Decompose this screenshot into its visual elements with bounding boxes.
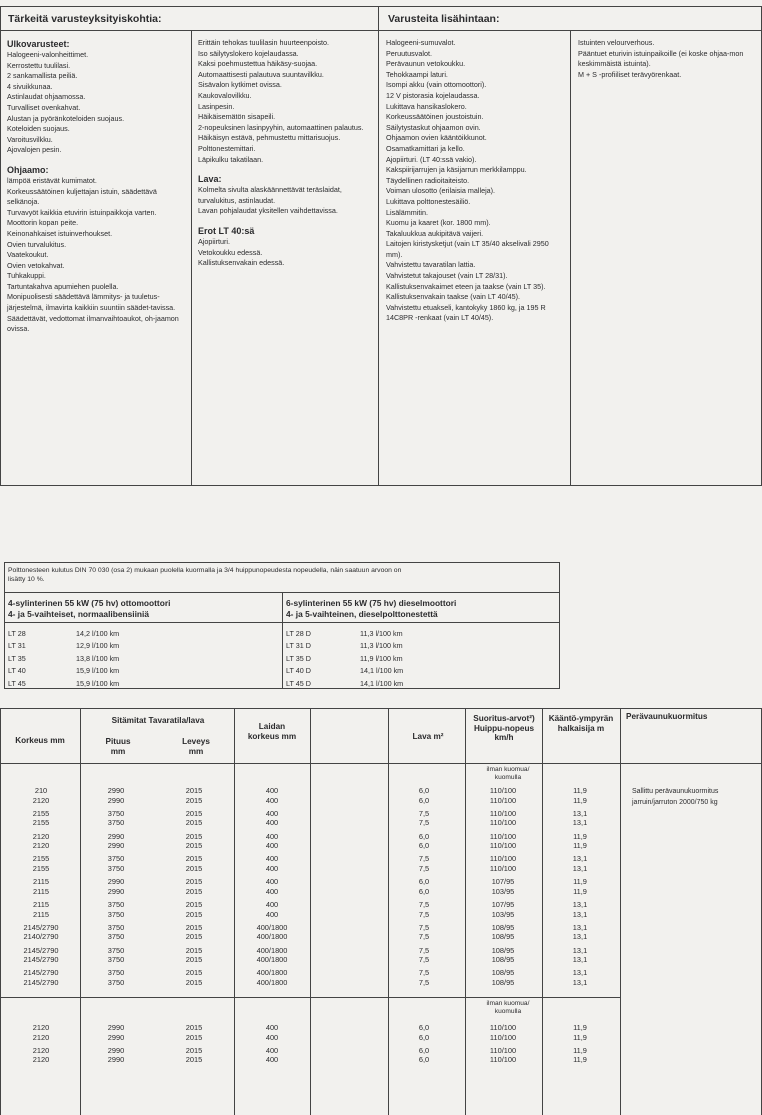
table-cell: 2115 (33, 900, 49, 909)
table-cell: 13,1 (572, 864, 588, 873)
table-cell: 11,9 (573, 1055, 587, 1065)
equipment-item: Lisälämmitin. (386, 207, 428, 217)
table-cell: 2015 (185, 886, 203, 896)
equipment-item: Polttonestemittari. (198, 143, 256, 153)
table-cell: 11,9 (573, 831, 587, 841)
table-cell: 7,5 (418, 945, 430, 955)
equipment-item: Halogeeni-valonheittimet. (7, 50, 89, 59)
diesel-engine-heading: 6-sylinterinen 55 kW (75 hv) dieselmoottori 4- ja 5-vaihteinen, dieselpolttonestettä (286, 598, 457, 619)
table-cell: 13,1 (572, 978, 588, 987)
table-cell: 6,0 (418, 1023, 430, 1032)
table-cell: 13,1 (572, 922, 588, 932)
table-cell: 400 (265, 831, 279, 841)
table-cell: 2990 (107, 841, 125, 851)
petrol-engine-heading: 4-sylinterinen 55 kW (75 hv) ottomoottori 4- ja 5-vaihteiset, normaalibensiiniä (8, 598, 171, 619)
table-cell: 400/1800 (256, 932, 288, 942)
equipment-item: Automaattisesti palautuva suuntavilkku. (198, 69, 324, 79)
equipment-item: Varoitusvilkku. (7, 134, 53, 144)
table-cell: 7,5 (418, 922, 430, 932)
table-cell: 7,5 (418, 909, 430, 919)
equipment-item: M + S -profiiliset terävyörenkaat. (578, 69, 682, 79)
table-cell: 7,5 (418, 968, 430, 978)
table-cell: 2155 (32, 854, 50, 864)
equipment-item: Kerrostettu tuulilasi. (7, 60, 71, 70)
table-cell: 11,9 (573, 877, 587, 887)
table-cell: 2145/2790 (23, 945, 59, 955)
equipment-column-1 (7, 38, 187, 335)
section-heading: Ohjaamo: (7, 164, 49, 175)
equipment-item: Alustan ja pyöränkoteloiden suojaus. (7, 113, 125, 123)
table-cell: 2990 (107, 786, 125, 795)
table-cell: 2015 (185, 932, 203, 942)
table-cell: 11,9 (573, 886, 587, 896)
equipment-item: 12 V pistorasia kojelaudassa. (386, 90, 480, 100)
equipment-item: Kaukovalovilkku. (198, 90, 252, 100)
table-cell: 108/95 (491, 922, 515, 932)
table-cell: 13,1 (572, 909, 588, 919)
table-cell: 6,0 (418, 886, 430, 896)
equipment-item: Kaksi poehmustettua häikäsy-suojaa. (198, 59, 318, 69)
equipment-item: Laitojen kiristysketjut (vain LT 35/40 akselivali 2950 mm). (386, 239, 549, 259)
table-cell: 103/95 (491, 909, 515, 919)
fuel-row: LT 31 D 11,3 l/100 km (286, 641, 403, 651)
table-cell: 2990 (107, 831, 125, 841)
equipment-item: Turvavyöt kaikkia etuvirin istuinpaikkoja varten. (7, 207, 157, 217)
kuomu-note: ilman kuomua/ kuomulla (486, 766, 530, 781)
table-cell: 2115 (33, 877, 49, 887)
equipment-item: Koteloiden suojaus. (7, 124, 70, 134)
table-cell: 13,1 (572, 854, 588, 864)
equipment-item: Läpikulku takatilaan. (198, 154, 264, 164)
table-cell: 3750 (107, 932, 125, 942)
table-cell: 7,5 (418, 864, 430, 873)
table-cell: 400/1800 (256, 978, 288, 987)
equipment-item: Erittäin tehokas tuulilasin huurteenpoisto. (198, 38, 330, 47)
table-cell: 2015 (185, 1032, 203, 1042)
equipment-item: Takaluukkua aukipitävä vaijeri. (386, 228, 484, 238)
equipment-item: Säädettävät, vedottomat ilmanvaihtoaukot, oh-jaamon ovissa. (7, 313, 179, 334)
table-cell: 400 (265, 1023, 279, 1032)
equipment-item: Täydellinen radioitaiteisto. (386, 175, 470, 185)
table-cell: 110/100 (489, 818, 517, 828)
equipment-item: Peruutusvalot. (386, 48, 432, 58)
table-cell: 400 (265, 1055, 279, 1065)
table-cell: 3750 (107, 945, 125, 955)
table-cell: 108/95 (491, 932, 515, 942)
table-cell: 2120 (32, 1032, 50, 1042)
table-cell: 2120 (32, 795, 50, 805)
table-cell: 6,0 (418, 841, 430, 851)
table-cell: 13,1 (572, 900, 588, 909)
table-cell: 2015 (185, 909, 203, 919)
header-peravaunu: Perävaunukuormitus (626, 712, 708, 721)
table-cell: 110/100 (489, 786, 517, 795)
table-cell: 7,5 (418, 818, 430, 828)
table-cell: 2015 (185, 877, 203, 887)
equipment-item: Ajovalojen pesin. (7, 145, 62, 155)
petrol-consumption-rows (8, 628, 119, 690)
equipment-item: Monipuolisesti säädettävä lämmitys- ja tuuletus-järjestelmä, ilmavirta kaikkiin suuntiin säädet-tavissa. (7, 292, 176, 313)
table-cell: 13,1 (572, 955, 588, 965)
table-cell: 3750 (107, 978, 125, 987)
header-leveys: Leveys mm (182, 737, 210, 756)
equipment-item: Lavan pohjalaudat yksitellen vaihdettavissa. (198, 206, 338, 216)
equipment-item: Vetokoukku edessä. (198, 247, 263, 257)
equipment-item: Voiman ulosotto (erilaisia malleja). (386, 186, 496, 196)
fuel-row: LT 28 D 11,3 l/100 km (286, 629, 403, 638)
equipment-item: Kallistuksenvakaimet eteen ja taakse (vain LT 35). (386, 281, 546, 291)
equipment-item: Lukittava polttonestesäiliö. (386, 196, 471, 206)
equipment-item: Kakspiirijarrujen ja käsijarrun merkkilamppu. (386, 165, 527, 175)
table-cell: 400 (265, 877, 279, 887)
header-pituus: Pituus mm (105, 737, 131, 756)
equipment-item: Ajopiirturi. (LT 40:ssä vakio). (386, 154, 477, 164)
table-cell: 103/95 (491, 886, 515, 896)
header-suoritus: Suoritus-arvot²) Huippu-nopeus km/h (473, 714, 535, 742)
section-heading: Erot LT 40:sä (198, 225, 255, 236)
header-sitamitat: Sitämitat Tavaratila/lava (111, 716, 205, 725)
equipment-item: Häikäisyn estävä, pehmustettu mittarisuojus. (198, 133, 341, 143)
equipment-item: Pääntuet eturivin istuinpaikoille (ei koske ohjaa-mon keskimmäistä istuinta). (578, 48, 744, 69)
equipment-item: Tuhkakuppi. (7, 271, 46, 281)
equipment-item: Lukittava hansikaslokero. (386, 101, 467, 111)
equipment-item: Vahvistettu tavaratilan lattia. (386, 260, 476, 270)
equipment-column-2 (198, 38, 370, 269)
table-cell: 13,1 (572, 968, 588, 978)
equipment-item: Tehokkaampi laturi. (386, 69, 448, 79)
equipment-item: Säilytystaskut ohjaamon ovin. (386, 122, 481, 132)
equipment-item: Astinlaudat ohjaamossa. (7, 92, 86, 102)
table-cell: 2145/2790 (23, 922, 59, 932)
header-kaanto: Kääntö-ympyrän halkaisija m (548, 714, 614, 733)
equipment-item: Keinonahkaiset istuinverhoukset. (7, 228, 113, 238)
table-cell: 2990 (107, 1045, 125, 1055)
table-cell: 400 (265, 864, 279, 873)
optional-equipment-title: Varusteita lisähintaan: (388, 13, 500, 25)
table-cell: 110/100 (489, 1023, 517, 1032)
equipment-item: Korkeussäätöinen kuljettajan istuin, säädettävä selkänoja. (7, 186, 157, 207)
table-cell: 2145/2790 (23, 968, 59, 978)
table-cell: 108/95 (491, 955, 515, 965)
table-cell: 400/1800 (256, 955, 288, 965)
table-cell: 400 (265, 1045, 279, 1055)
table-cell: 2015 (185, 795, 203, 805)
table-cell: 400 (265, 841, 279, 851)
table-cell: 7,5 (418, 955, 430, 965)
table-cell: 2015 (185, 945, 203, 955)
table-cell: 3750 (107, 818, 125, 828)
header-lava: Lava m² (412, 732, 444, 741)
table-cell: 6,0 (418, 1045, 430, 1055)
table-cell: 2015 (185, 841, 203, 851)
table-cell: 110/100 (489, 864, 517, 873)
table-cell: 6,0 (418, 786, 430, 795)
table-cell: 3750 (107, 808, 125, 818)
table-cell: 2990 (107, 1055, 125, 1065)
table-cell: 13,1 (572, 945, 588, 955)
table-cell: 11,9 (573, 786, 587, 795)
equipment-item: Kolmelta sivulta alaskäännettävät teräslaidat, turvalukitus, astinlaudat. (198, 185, 342, 205)
table-cell: 110/100 (489, 1045, 517, 1055)
equipment-item: Sisävalon kytkimet ovissa. (198, 80, 282, 90)
equipment-item: Kuomu ja kaaret (kor. 1800 mm). (386, 218, 491, 228)
table-cell: 3750 (107, 922, 125, 932)
equipment-item: Ovien turvalukitus. (7, 239, 67, 249)
table-cell: 108/95 (491, 945, 515, 955)
standard-equipment-title: Tärkeitä varusteyksityiskohtia: (8, 13, 162, 25)
table-cell: 107/95 (491, 900, 515, 909)
section-heading: Lava: (198, 174, 222, 185)
table-cell: 2155 (32, 818, 50, 828)
table-cell: 7,5 (418, 808, 430, 818)
table-cell: 11,9 (573, 1023, 587, 1032)
table-cell: 2990 (107, 886, 125, 896)
table-cell: 2015 (185, 1023, 203, 1032)
header-laidan: Laidan korkeus mm (247, 722, 297, 741)
table-cell: 11,9 (573, 1032, 587, 1042)
table-cell: 3750 (107, 864, 125, 873)
table-cell: 2155 (32, 808, 50, 818)
table-cell: 210 (34, 786, 48, 795)
table-cell: 3750 (107, 854, 125, 864)
equipment-item: Ovien vetokahvat. (7, 260, 65, 270)
table-cell: 2990 (107, 1023, 125, 1032)
table-cell: 2015 (185, 955, 203, 965)
table-cell: 2115 (33, 886, 49, 896)
table-cell: 6,0 (418, 831, 430, 841)
table-cell: 13,1 (572, 808, 588, 818)
table-cell: 2120 (32, 1045, 50, 1055)
fuel-row: LT 40 D 14,1 l/100 km (286, 666, 404, 676)
equipment-item: Vaatekoukut. (7, 250, 49, 260)
table-cell: 2015 (185, 978, 203, 987)
table-cell: 110/100 (489, 795, 517, 805)
table-cell: 2015 (185, 968, 203, 978)
equipment-item: Kallistuksenvakain taakse (vain LT 40/45). (386, 292, 520, 302)
table-cell: 2145/2790 (23, 955, 59, 965)
fuel-row: LT 45 15,9 l/100 km (8, 678, 120, 688)
table-cell: 108/95 (491, 968, 515, 978)
header-korkeus: Korkeus mm (15, 736, 65, 745)
table-cell: 2120 (32, 841, 50, 851)
equipment-item: 2 sankamallista peiliä. (7, 71, 78, 81)
table-cell: 3750 (107, 909, 125, 919)
fuel-row: LT 45 D 14,1 l/100 km (286, 678, 404, 688)
fuel-intro: Polttonesteen kulutus DIN 70 030 (osa 2) mukaan puolella kuormalla ja 3/4 huippunopeudesta nopeudella, näin saatuun arvoon on lisätty 10 %. (8, 567, 402, 583)
equipment-item: Korkeussäätöinen joustoistuin. (386, 112, 484, 122)
equipment-item: Ohjaamon ovien kääntöikkunot. (386, 133, 487, 143)
equipment-item: lämpöä eristävät kumimatot. (7, 175, 97, 185)
table-cell: 400 (265, 1032, 279, 1042)
equipment-item: Tartuntakahva apumiehen puolella. (7, 281, 119, 291)
table-cell: 2015 (185, 900, 203, 909)
equipment-item: Vahvistetut takajouset (vain LT 28/31). (386, 271, 508, 281)
equipment-item: Vahvistettu etuakseli, kantokyky 1860 kg, ja 195 R 14C8PR -renkaat (vain LT 40/45). (386, 302, 546, 323)
table-cell: 2015 (185, 831, 203, 841)
table-cell: 6,0 (418, 1032, 430, 1042)
table-cell: 2015 (185, 854, 203, 864)
table-cell: 11,9 (573, 1045, 587, 1055)
equipment-item: 4 sivuikkunaa. (7, 81, 53, 91)
table-cell: 2120 (32, 1055, 50, 1065)
table-cell: 400 (265, 854, 279, 864)
equipment-item: Moottorin kopan peite. (7, 218, 79, 228)
table-cell: 110/100 (489, 808, 517, 818)
equipment-item: Halogeeni-sumuvalot. (386, 38, 456, 47)
table-cell: 2015 (185, 808, 203, 818)
table-cell: 110/100 (489, 841, 517, 851)
table-cell: 2990 (107, 795, 125, 805)
table-cell: 110/100 (489, 854, 517, 864)
table-cell: 6,0 (418, 1055, 430, 1065)
table-cell: 7,5 (418, 978, 430, 987)
table-cell: 13,1 (572, 818, 588, 828)
equipment-item: Istuinten velourverhous. (578, 38, 655, 47)
table-cell: 400 (265, 909, 279, 919)
equipment-item: Kallistuksenvakain edessä. (198, 258, 285, 268)
table-cell: 11,9 (573, 795, 587, 805)
equipment-item: Isompi akku (vain ottomoottori). (386, 80, 487, 90)
table-cell: 2015 (185, 1045, 203, 1055)
diesel-consumption-rows (286, 628, 403, 690)
fuel-row: LT 28 14,2 l/100 km (8, 629, 120, 638)
table-cell: 400 (265, 808, 279, 818)
kuomu-note-2: ilman kuomua/ kuomulla (486, 1000, 530, 1015)
section-heading: Ulkovarusteet: (7, 39, 70, 49)
table-cell: 400 (265, 818, 279, 828)
fuel-row: LT 40 15,9 l/100 km (8, 666, 120, 676)
table-cell: 3750 (107, 955, 125, 965)
equipment-item: Osamatkamittari ja kello. (386, 143, 465, 153)
equipment-column-3 (386, 38, 564, 324)
equipment-item: 2-nopeuksinen lasinpyyhin, automaattinen palautus. (198, 122, 364, 132)
table-cell: 400 (265, 786, 279, 795)
trailer-load-text: Sallittu perävaunukuormitus jarruin/jarruton 2000/750 kg (632, 788, 719, 806)
table-cell: 2155 (32, 864, 50, 873)
table-cell: 400/1800 (256, 922, 288, 932)
table-cell: 2115 (33, 909, 49, 919)
table-cell: 400 (265, 886, 279, 896)
table-cell: 2990 (107, 1032, 125, 1042)
table-cell: 2015 (185, 786, 203, 795)
table-cell: 2015 (185, 922, 203, 932)
table-cell: 400/1800 (256, 945, 288, 955)
fuel-row: LT 35 13,8 l/100 km (8, 653, 120, 663)
table-cell: 110/100 (489, 1055, 517, 1065)
table-cell: 400 (265, 900, 279, 909)
table-cell: 2140/2790 (23, 932, 59, 942)
table-cell: 2145/2790 (23, 978, 59, 987)
table-cell: 3750 (107, 900, 125, 909)
equipment-column-4 (578, 38, 754, 80)
table-cell: 11,9 (573, 841, 587, 851)
table-cell: 400/1800 (256, 968, 288, 978)
table-cell: 7,5 (418, 854, 430, 864)
table-cell: 13,1 (572, 932, 588, 942)
fuel-row: LT 35 D 11,9 l/100 km (286, 653, 403, 663)
table-cell: 107/95 (491, 877, 515, 887)
table-cell: 6,0 (418, 795, 430, 805)
equipment-item: Iso säilytyslokero kojelaudassa. (198, 48, 299, 58)
table-cell: 2120 (32, 831, 50, 841)
table-cell: 2015 (185, 864, 203, 873)
table-cell: 6,0 (418, 877, 430, 887)
table-cell: 2015 (185, 1055, 203, 1065)
equipment-item: Ajopiirturi. (198, 236, 230, 246)
table-cell: 7,5 (418, 900, 430, 909)
equipment-item: Lasinpesin. (198, 101, 235, 111)
table-cell: 7,5 (418, 932, 430, 942)
table-cell: 110/100 (489, 1032, 517, 1042)
table-cell: 2015 (185, 818, 203, 828)
table-cell: 400 (265, 795, 279, 805)
table-cell: 110/100 (489, 831, 517, 841)
table-cell: 2990 (107, 877, 125, 887)
equipment-item: Turvalliset ovenkahvat. (7, 102, 81, 112)
table-cell: 2120 (32, 1023, 50, 1032)
equipment-item: Häikäisemätön sisapeili. (198, 112, 276, 122)
fuel-row: LT 31 12,9 l/100 km (8, 641, 120, 651)
table-cell: 3750 (107, 968, 125, 978)
equipment-item: Perävaunun vetokoukku. (386, 59, 466, 69)
table-cell: 108/95 (491, 978, 515, 987)
